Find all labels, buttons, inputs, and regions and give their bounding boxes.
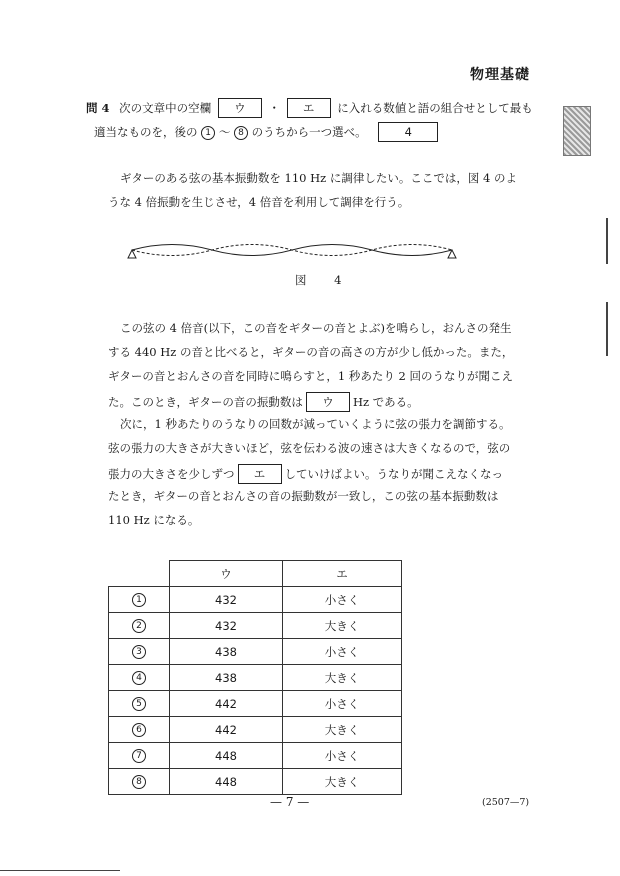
question-number: 問 4 (86, 101, 110, 115)
choice-u-value: 448 (170, 743, 283, 769)
choice-number: 7 (132, 749, 146, 763)
blank-u: ウ (218, 98, 262, 118)
blank-separator: ・ (268, 101, 280, 115)
body-p2-line-2: 弦の張力の大きさが大きいほど，弦を伝わる波の速さは大きくなるので，弦の (108, 441, 511, 455)
answer-choices-table (108, 560, 402, 795)
body-p1-line-4 (108, 392, 419, 412)
intro-line-2: うな 4 倍振動を生じさせ，4 倍音を利用して調律を行う。 (108, 195, 410, 209)
body-p2-line-3a: 張力の大きさを少しずつ (108, 467, 235, 481)
question-text-1a: 次の文章中の空欄 (119, 101, 212, 115)
choice-u-value: 442 (170, 691, 283, 717)
string-standing-wave-figure (124, 238, 470, 264)
choice-number: 6 (132, 723, 146, 737)
range-end: 8 (234, 126, 248, 140)
range-start: 1 (201, 126, 215, 140)
blank-e-inline: エ (238, 464, 282, 484)
table-row[interactable] (109, 587, 402, 613)
question-text-2b: のうちから一つ選べ。 (251, 125, 367, 139)
question-text-1b: に入れる数値と語の組合せとして最も (337, 101, 533, 115)
choice-e-value: 大きく (283, 665, 402, 691)
choice-number: 4 (132, 671, 146, 685)
body-p2-line-4: たとき，ギターの音とおんさの音の振動数が一致し，この弦の基本振動数は (108, 489, 499, 503)
table-header-row (109, 561, 402, 587)
table-row[interactable] (109, 769, 402, 795)
answer-number-box: 4 (378, 122, 438, 142)
choice-u-value: 448 (170, 769, 283, 795)
choice-e-value: 小さく (283, 587, 402, 613)
blank-e: エ (287, 98, 331, 118)
choice-e-value: 小さく (283, 639, 402, 665)
page-number: — 7 — (270, 795, 310, 809)
choice-u-value: 432 (170, 587, 283, 613)
body-p2-line-3 (108, 464, 503, 484)
margin-rule-lower (606, 302, 608, 356)
intro-line-1: ギターのある弦の基本振動数を 110 Hz に調律したい。ここでは，図 4 のよ (120, 171, 518, 185)
body-p2-line-3b: していけばよい。うなりが聞こえなくなっ (284, 467, 503, 481)
choice-u-value: 432 (170, 613, 283, 639)
body-p1-line-2: する 440 Hz の音と比べると，ギターの音の高さの方が少し低かった。また， (108, 345, 514, 359)
subject-title: 物理基礎 (470, 67, 530, 83)
body-p1-line-4b: Hz である。 (352, 395, 419, 409)
body-p1-line-4a: た。このとき，ギターの音の振動数は (108, 395, 303, 409)
choice-u-value: 438 (170, 639, 283, 665)
choice-e-value: 大きく (283, 613, 402, 639)
body-p1-line-1: この弦の 4 倍音(以下，この音をギターの音とよぶ)を鳴らし，おんさの発生 (120, 321, 512, 335)
footer-rule (0, 870, 120, 871)
table-row[interactable] (109, 717, 402, 743)
choice-e-value: 小さく (283, 743, 402, 769)
table-row[interactable] (109, 665, 402, 691)
body-p1-line-3: ギターの音とおんさの音を同時に鳴らすと，1 秒あたり 2 回のうなりが聞こえ (108, 369, 513, 383)
table-row[interactable] (109, 639, 402, 665)
choice-number: 5 (132, 697, 146, 711)
choice-e-value: 小さく (283, 691, 402, 717)
choice-u-value: 438 (170, 665, 283, 691)
body-p2-line-1: 次に，1 秒あたりのうなりの回数が減っていくように弦の張力を調節する。 (120, 417, 511, 431)
range-tilde: ～ (218, 125, 231, 139)
table-header-corner (109, 561, 170, 587)
question-text-2a: 適当なものを，後の (94, 125, 198, 139)
choice-number: 1 (132, 593, 146, 607)
exam-code: (2507—7) (482, 797, 530, 808)
choice-u-value: 442 (170, 717, 283, 743)
table-row[interactable] (109, 613, 402, 639)
table-row[interactable] (109, 691, 402, 717)
table-row[interactable] (109, 743, 402, 769)
choice-e-value: 大きく (283, 717, 402, 743)
choice-number: 2 (132, 619, 146, 633)
margin-rule-upper (606, 218, 608, 264)
choice-number: 3 (132, 645, 146, 659)
table-header-u: ウ (170, 561, 283, 587)
figure-caption: 図 4 (295, 273, 354, 287)
margin-tab-mark (563, 106, 591, 156)
body-p2-line-5: 110 Hz になる。 (108, 513, 200, 527)
blank-u-inline: ウ (306, 392, 350, 412)
table-header-e: エ (283, 561, 402, 587)
choice-e-value: 大きく (283, 769, 402, 795)
choice-number: 8 (132, 775, 146, 789)
